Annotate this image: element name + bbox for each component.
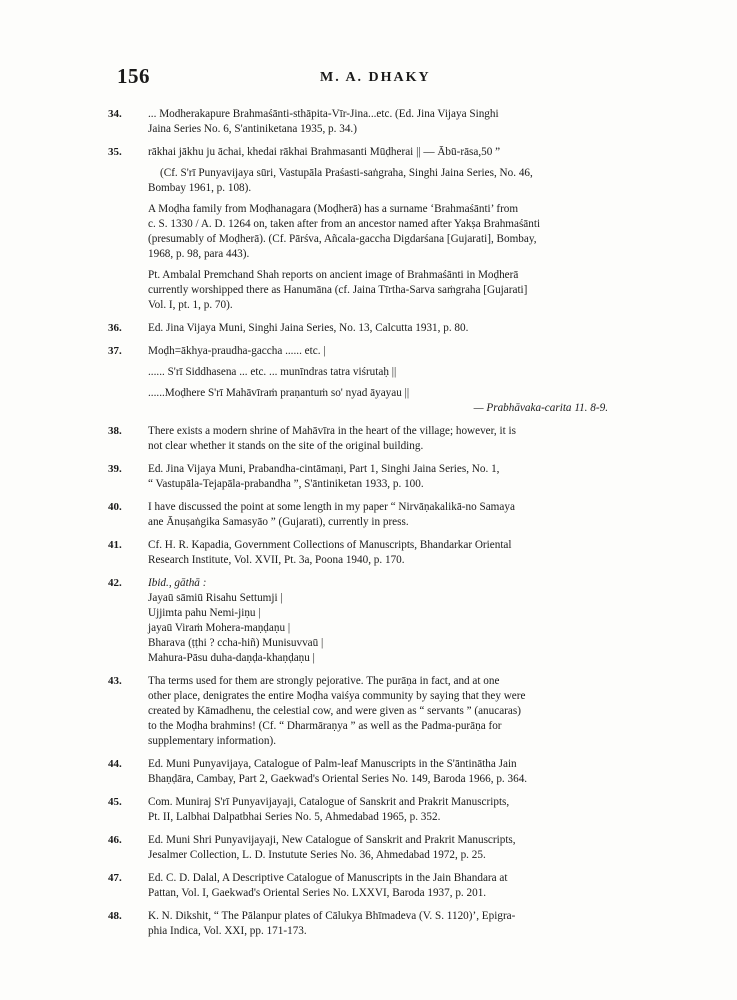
footnote-line: to the Moḍha brahmins! (Cf. “ Dharmāraṇya ” as well as the Padma-purāṇa for bbox=[148, 720, 502, 732]
footnote-line: ... Modherakapure Brahmaśānti-sthāpita-Vīr-Jina...etc. (Ed. Jina Vijaya Singhi bbox=[148, 108, 499, 120]
footnote-line: Pattan, Vol. I, Gaekwad's Oriental Series No. LXXVI, Baroda 1937, p. 201. bbox=[148, 887, 487, 899]
footnote-line: There exists a modern shrine of Mahāvīra in the heart of the village; however, it is bbox=[148, 425, 516, 437]
footnote-line: phia Indica, Vol. XXI, pp. 171-173. bbox=[148, 925, 307, 937]
footnote-line: Bombay 1961, p. 108). bbox=[148, 182, 252, 194]
footnote-number: 47. bbox=[108, 872, 122, 884]
footnote-line: Moḍh=ākhya-praudha-gaccha ...... etc. | bbox=[148, 345, 326, 357]
footnote-number: 34. bbox=[108, 108, 122, 120]
footnote-line: Tha terms used for them are strongly pejorative. The purāṇa in fact, and at one bbox=[148, 675, 500, 687]
footnote bbox=[108, 795, 648, 825]
footnote-line: — Prabhāvaka-carita 11. 8-9. bbox=[473, 402, 608, 414]
footnote-line: K. N. Dikshit, “ The Pālanpur plates of Cālukya Bhīmadeva (V. S. 1120)’, Epigra- bbox=[148, 910, 516, 922]
footnote-line: Ed. Jina Vijaya Muni, Singhi Jaina Series, No. 13, Calcutta 1931, p. 80. bbox=[148, 322, 469, 334]
footnote-line: Jaina Series No. 6, S'antiniketana 1935, p. 34.) bbox=[148, 123, 357, 135]
footnote-line: 1968, p. 98, para 443). bbox=[148, 248, 250, 260]
footnote-number: 45. bbox=[108, 796, 122, 808]
footnote bbox=[108, 674, 648, 749]
footnote bbox=[108, 107, 648, 137]
footnote bbox=[108, 576, 648, 666]
footnote-line: rākhai jākhu ju āchai, khedai rākhai Brahmasanti Mūḍherai || — Ābū-rāsa,50 ” bbox=[148, 146, 501, 158]
footnote-line: Bharava (ṭṭhi ? ccha-hiñ) Munisuvvaū | bbox=[148, 637, 324, 649]
footnote-number: 36. bbox=[108, 322, 122, 334]
footnote-line: Ed. C. D. Dalal, A Descriptive Catalogue of Manuscripts in the Jain Bhandara at bbox=[148, 872, 508, 884]
running-head: M. A. DHAKY bbox=[320, 70, 431, 85]
footnote-line: ane Ānuṣaṅgika Samasyāo ” (Gujarati), currently in press. bbox=[148, 516, 409, 528]
footnote-number: 38. bbox=[108, 425, 122, 437]
footnote-number: 44. bbox=[108, 758, 122, 770]
footnote bbox=[108, 321, 648, 336]
footnote-line: Ibid., gāthā : bbox=[148, 577, 207, 589]
footnote-line: Bhaṇḍāra, Cambay, Part 2, Gaekwad's Oriental Series No. 149, Baroda 1966, p. 364. bbox=[148, 773, 528, 785]
footnote-line: Ed. Muni Shri Punyavijayaji, New Catalogue of Sanskrit and Prakrit Manuscripts, bbox=[148, 834, 516, 846]
footnote-line: Com. Muniraj S'rī Punyavijayaji, Catalogue of Sanskrit and Prakrit Manuscripts, bbox=[148, 796, 510, 808]
footnote-line: created by Kāmadhenu, the celestial cow, and were given as “ servants ” (anucaras) bbox=[148, 705, 521, 717]
footnote-number: 41. bbox=[108, 539, 122, 551]
footnote bbox=[108, 538, 648, 568]
footnote-line: supplementary information). bbox=[148, 735, 277, 747]
footnote-line: Ujjimta pahu Nemi-jiṇu | bbox=[148, 607, 261, 619]
footnote bbox=[108, 833, 648, 863]
footnote-line: Jayaū sāmiū Risahu Settumji | bbox=[148, 592, 283, 604]
footnotes bbox=[108, 107, 648, 947]
footnote bbox=[108, 462, 648, 492]
footnote-number: 42. bbox=[108, 577, 122, 589]
footnote bbox=[108, 500, 648, 530]
footnote bbox=[108, 424, 648, 454]
footnote-line: “ Vastupāla-Tejapāla-prabandha ”, S'āntiniketan 1933, p. 100. bbox=[148, 478, 424, 490]
footnote-number: 40. bbox=[108, 501, 122, 513]
footnote-line: Vol. I, pt. 1, p. 70). bbox=[148, 299, 233, 311]
footnote bbox=[108, 757, 648, 787]
footnote-line: A Moḍha family from Moḍhanagara (Moḍherā) has a surname ‘Brahmaśānti’ from bbox=[148, 203, 519, 215]
footnote-line: (Cf. S'rī Punyavijaya sūri, Vastupāla Praśasti-saṅgraha, Singhi Jaina Series, No. 46, bbox=[160, 167, 533, 179]
footnote-line: (presumably of Moḍherā). (Cf. Pārśva, Añcala-gaccha Digdarśana [Gujarati], Bombay, bbox=[148, 233, 537, 245]
footnote-line: not clear whether it stands on the site of the original building. bbox=[148, 440, 424, 452]
footnote-line: ...... S'rī Siddhasena ... etc. ... munīndras tatra viśrutaḥ || bbox=[148, 366, 397, 378]
footnote-line: Research Institute, Vol. XVII, Pt. 3a, Poona 1940, p. 170. bbox=[148, 554, 405, 566]
footnote-line: Jesalmer Collection, L. D. Instutute Series No. 36, Ahmedabad 1972, p. 25. bbox=[148, 849, 486, 861]
footnote-number: 37. bbox=[108, 345, 122, 357]
footnote-number: 46. bbox=[108, 834, 122, 846]
footnote-line: Mahura-Pāsu duha-daṇḍa-khaṇḍaṇu | bbox=[148, 652, 315, 664]
footnote-line: Pt. Ambalal Premchand Shah reports on ancient image of Brahmaśānti in Moḍherā bbox=[148, 269, 519, 281]
footnote-line: Ed. Muni Punyavijaya, Catalogue of Palm-leaf Manuscripts in the S'āntinātha Jain bbox=[148, 758, 517, 770]
footnote-number: 43. bbox=[108, 675, 122, 687]
footnote-line: Pt. II, Lalbhai Dalpatbhai Series No. 5, Ahmedabad 1965, p. 352. bbox=[148, 811, 441, 823]
footnote-number: 48. bbox=[108, 910, 122, 922]
footnote bbox=[108, 909, 648, 939]
footnote bbox=[108, 145, 648, 313]
page-number: 156 bbox=[117, 64, 150, 88]
footnote-line: Cf. H. R. Kapadia, Government Collections of Manuscripts, Bhandarkar Oriental bbox=[148, 539, 512, 551]
footnote-line: I have discussed the point at some length in my paper “ Nirvāṇakalikā-no Samaya bbox=[148, 501, 515, 513]
footnote-line: ......Moḍhere S'rī Mahāvīraṁ praṇantuṁ so' nyad āyayau || bbox=[148, 387, 410, 399]
footnote-number: 35. bbox=[108, 146, 122, 158]
footnote bbox=[108, 344, 648, 416]
footnote-line: Ed. Jina Vijaya Muni, Prabandha-cintāmaṇi, Part 1, Singhi Jaina Series, No. 1, bbox=[148, 463, 500, 475]
footnote bbox=[108, 871, 648, 901]
footnote-line: c. S. 1330 / A. D. 1264 on, taken after from an ancestor named after Yakṣa Brahmaśānti bbox=[148, 218, 541, 230]
footnote-line: jayaū Viraṁ Mohera-maṇḍaṇu | bbox=[148, 622, 291, 634]
footnote-line: currently worshipped there as Hanumāna (cf. Jaina Tīrtha-Sarva saṁgraha [Gujarati] bbox=[148, 284, 528, 296]
footnote-number: 39. bbox=[108, 463, 122, 475]
footnote-line: other place, denigrates the entire Moḍha vaiśya community by saying that they were bbox=[148, 690, 526, 702]
